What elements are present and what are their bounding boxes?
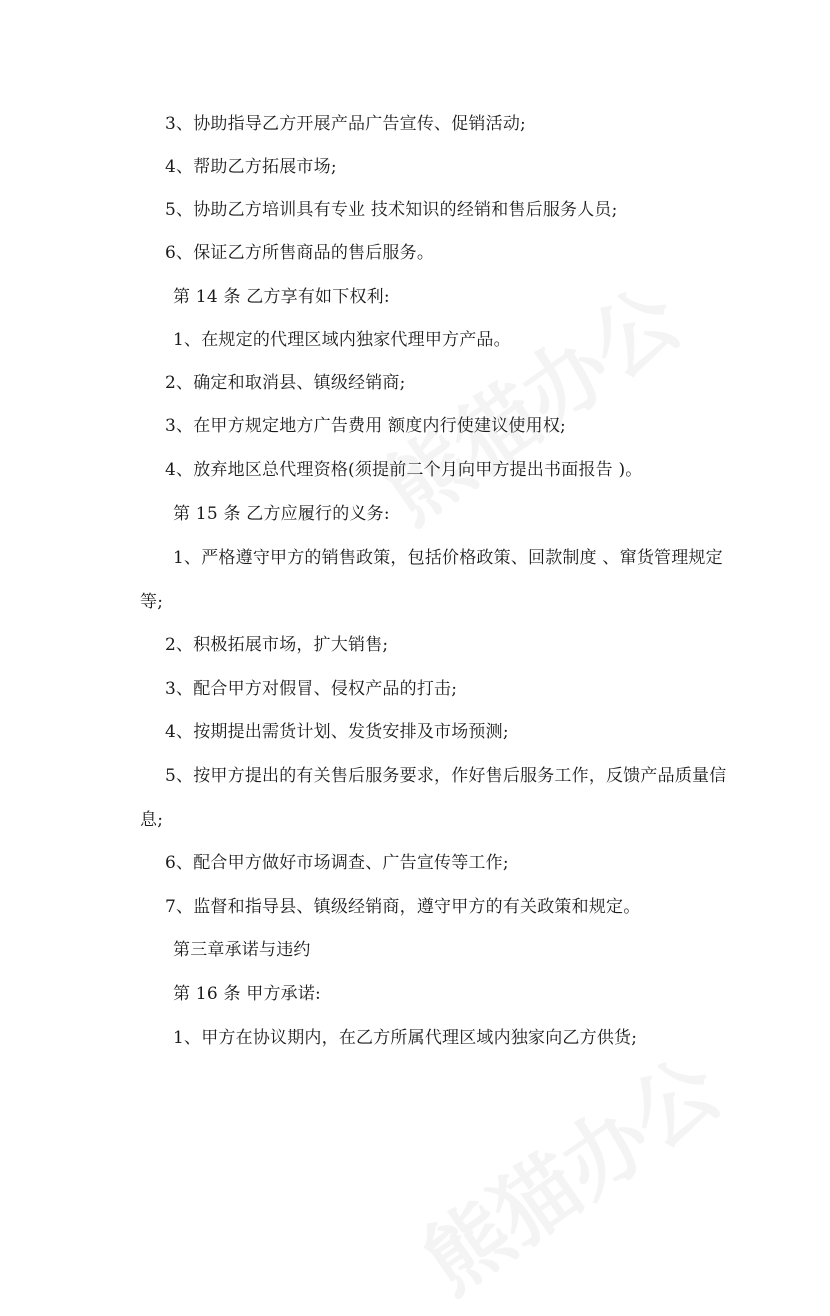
section-heading: 第 16 条 甲方承诺: — [173, 984, 321, 1004]
document-line: 1、甲方在协议期内，在乙方所属代理区域内独家向乙方供货; — [173, 1028, 638, 1048]
document-line: 3、在甲方规定地方广告费用 额度内行使建议使用权; — [165, 416, 566, 436]
section-heading: 第 15 条 乙方应履行的义务: — [173, 504, 390, 524]
document-line: 4、帮助乙方拓展市场; — [165, 157, 337, 177]
document-line: 1、在规定的代理区域内独家代理甲方产品。 — [173, 330, 511, 350]
document-line: 1、严格遵守甲方的销售政策，包括价格政策、回款制度 、窜货管理规定 — [173, 548, 723, 568]
chapter-heading: 第三章承诺与违约 — [173, 940, 311, 960]
document-line: 5、协助乙方培训具有专业 技术知识的经销和售后服务人员; — [165, 200, 618, 220]
section-heading: 第 14 条 乙方享有如下权利: — [173, 287, 390, 307]
document-line: 5、按甲方提出的有关售后服务要求，作好售后服务工作，反馈产品质量信 — [165, 766, 727, 786]
document-line: 3、协助指导乙方开展产品广告宣传、促销活动; — [165, 114, 526, 134]
document-line: 4、放弃地区总代理资格(须提前二个月向甲方提出书面报告 )。 — [165, 460, 643, 480]
document-line: 2、确定和取消县、镇级经销商; — [165, 373, 406, 393]
document-line: 6、保证乙方所售商品的售后服务。 — [165, 243, 435, 263]
watermark — [356, 255, 701, 547]
document-line: 4、按期提出需货计划、发货安排及市场预测; — [165, 722, 509, 742]
document-line: 3、配合甲方对假冒、侵权产品的打击; — [165, 679, 458, 699]
document-line: 2、积极拓展市场，扩大销售; — [165, 635, 389, 655]
document-line: 息; — [140, 810, 164, 830]
document-line: 等; — [140, 592, 164, 612]
watermark — [396, 1025, 741, 1316]
document-line: 7、监督和指导县、镇级经销商，遵守甲方的有关政策和规定。 — [165, 897, 641, 917]
document-line: 6、配合甲方做好市场调查、广告宣传等工作; — [165, 853, 509, 873]
